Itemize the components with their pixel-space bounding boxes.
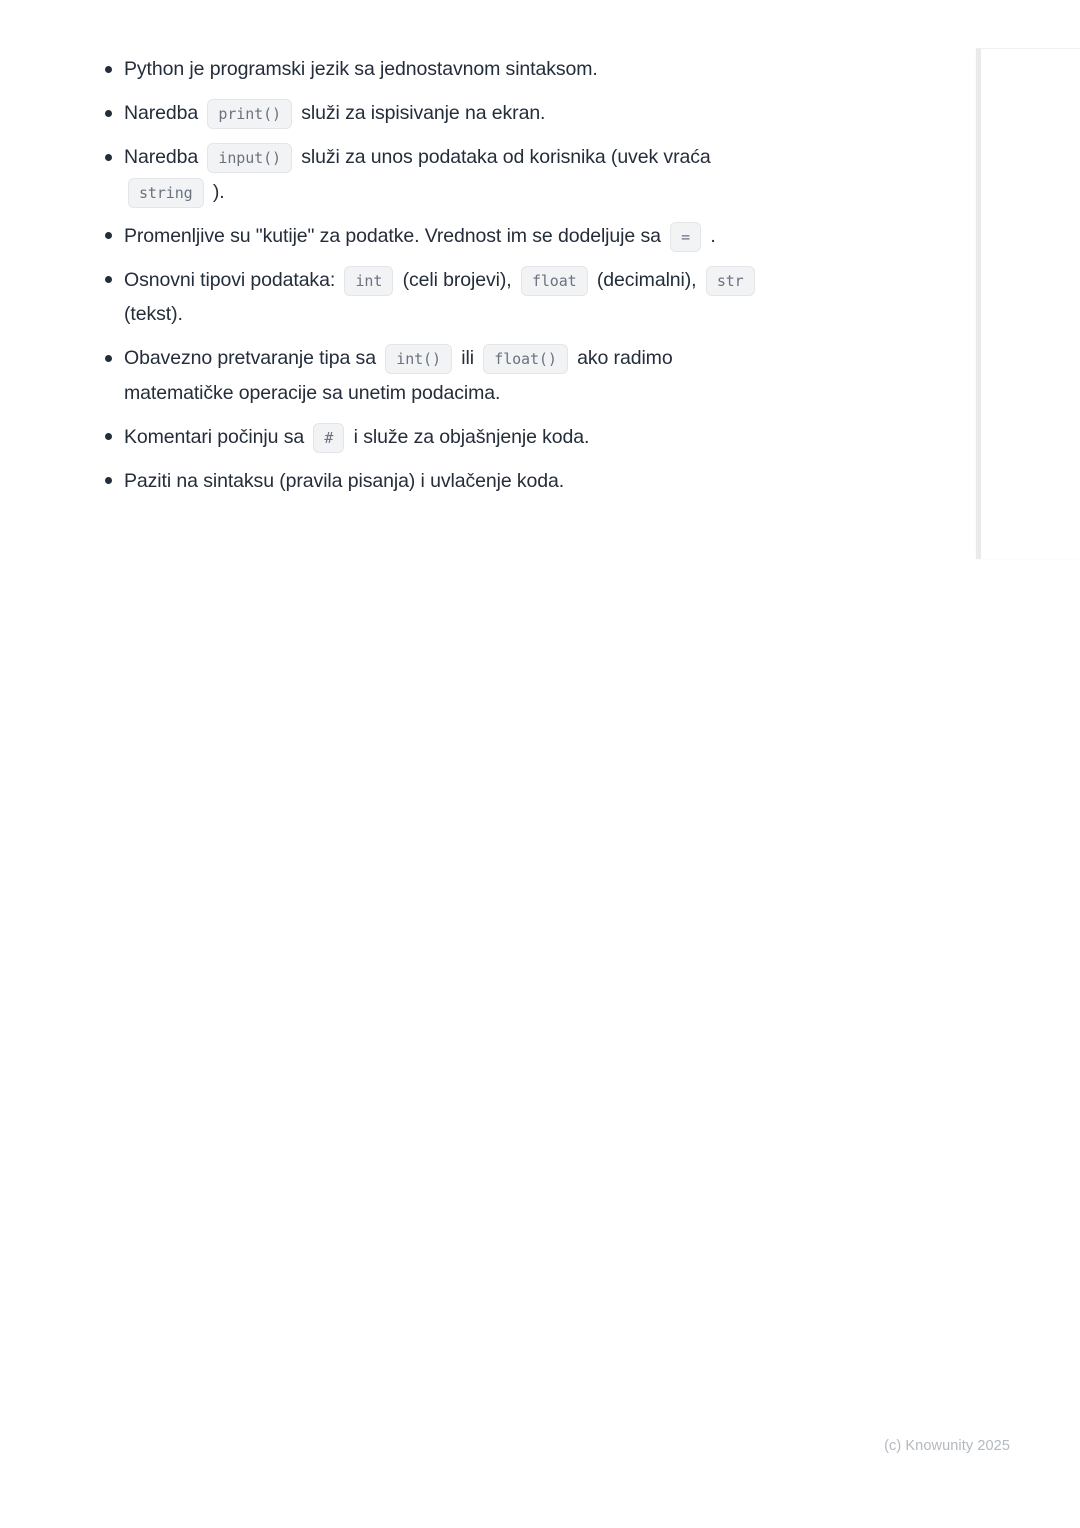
inline-code-chip: # [313, 423, 344, 453]
inline-code-chip: float [521, 266, 588, 296]
inline-code-chip: int() [385, 344, 452, 374]
copyright-footer: (c) Knowunity 2025 [884, 1438, 1010, 1454]
list-item: Komentari počinju sa # i služe za objašnjenje koda. [104, 420, 834, 455]
list-item: Naredba input() služi za unos podataka od korisnika (uvek vraća string ). [104, 140, 834, 209]
inline-code-chip: int [344, 266, 393, 296]
inline-code-chip: input() [207, 143, 292, 173]
list-item: Naredba print() služi za ispisivanje na ekran. [104, 96, 834, 131]
list-item: Python je programski jezik sa jednostavnom sintaksom. [104, 52, 834, 87]
right-edge-panel [976, 48, 1080, 559]
list-item: Obavezno pretvaranje tipa sa int() ili float() ako radimo matematičke operacije sa unetim podacima. [104, 341, 834, 410]
bullet-list [104, 52, 834, 508]
list-item: Promenljive su "kutije" za podatke. Vrednost im se dodeljuje sa = . [104, 219, 834, 254]
list-item: Osnovni tipovi podataka: int (celi brojevi), float (decimalni), str (tekst). [104, 263, 834, 332]
list-item: Paziti na sintaksu (pravila pisanja) i uvlačenje koda. [104, 464, 834, 499]
inline-code-chip: print() [207, 99, 292, 129]
inline-code-chip: string [128, 178, 204, 208]
inline-code-chip: = [670, 222, 701, 252]
inline-code-chip: float() [483, 344, 568, 374]
inline-code-chip: str [706, 266, 755, 296]
